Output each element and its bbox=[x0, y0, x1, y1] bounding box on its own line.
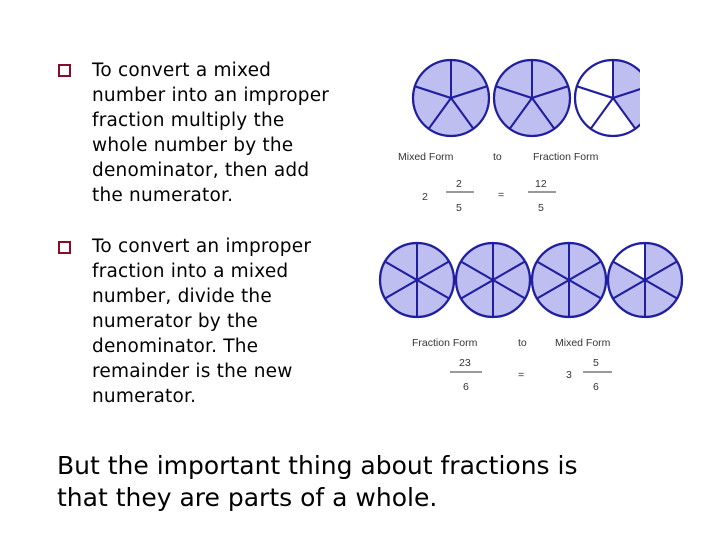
pie-group bbox=[380, 243, 682, 317]
mixed-to-fraction-svg bbox=[390, 50, 640, 220]
bullet-text: To convert an improper fraction into a mixed number, divide the numerator by the denominator. The remainder is the new numerator. bbox=[92, 236, 312, 407]
fraction-to-mixed-svg bbox=[378, 238, 686, 396]
bullet-marker bbox=[58, 241, 71, 254]
denominator: 6 bbox=[593, 381, 599, 393]
denominator: 5 bbox=[456, 202, 462, 214]
fraction-form-label: Fraction Form bbox=[412, 337, 478, 349]
fraction-pie bbox=[494, 60, 570, 136]
bullet-marker bbox=[58, 64, 71, 77]
pie-group bbox=[413, 60, 640, 136]
denominator: 6 bbox=[463, 381, 469, 393]
mixed-form-label: Mixed Form bbox=[555, 337, 611, 349]
fraction-pie bbox=[456, 243, 530, 317]
denominator: 5 bbox=[538, 202, 544, 214]
fraction-pie bbox=[380, 243, 454, 317]
summary-text: But the important thing about fractions is that they are parts of a whole. bbox=[57, 451, 578, 512]
whole-number: 2 bbox=[422, 191, 428, 203]
equals-sign: = bbox=[518, 369, 525, 381]
numerator: 12 bbox=[535, 178, 547, 190]
numerator: 5 bbox=[593, 357, 599, 369]
mixed-form-label: Mixed Form bbox=[398, 151, 454, 163]
to-label: to bbox=[518, 337, 527, 349]
equals-sign: = bbox=[498, 189, 505, 201]
fraction-to-mixed-figure bbox=[378, 238, 686, 396]
fraction-pie bbox=[413, 60, 489, 136]
bullet-text: To convert a mixed number into an improper fraction multiply the whole number by the denominator, then add the numerator. bbox=[92, 60, 330, 206]
fraction-pie bbox=[608, 243, 682, 317]
mixed-to-fraction-figure bbox=[390, 50, 640, 220]
fraction-form-label: Fraction Form bbox=[533, 151, 599, 163]
fraction-pie bbox=[532, 243, 606, 317]
numerator: 23 bbox=[459, 357, 471, 369]
to-label: to bbox=[493, 151, 502, 163]
whole-number: 3 bbox=[566, 369, 572, 381]
fraction-pie bbox=[575, 60, 640, 136]
numerator: 2 bbox=[456, 178, 462, 190]
